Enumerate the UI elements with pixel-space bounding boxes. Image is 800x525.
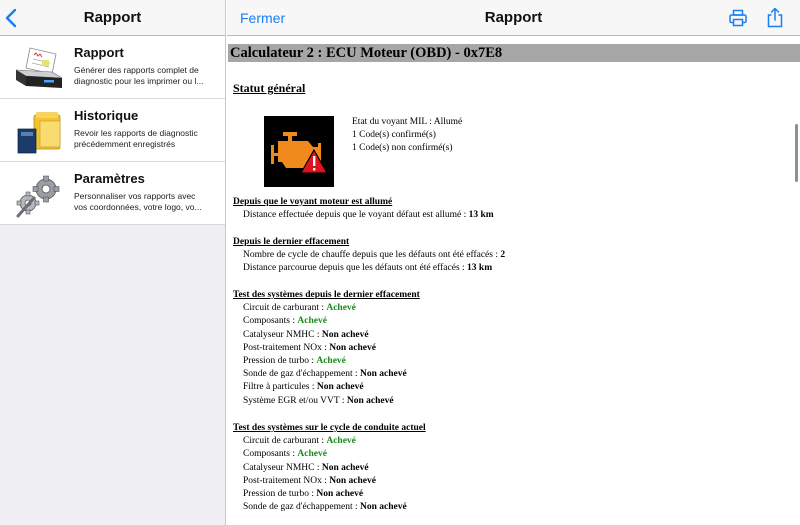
report-row: [233, 368, 420, 381]
section-heading: Depuis le dernier effacement: [233, 237, 350, 247]
row-value: 13 km: [467, 263, 493, 274]
report-row: [233, 209, 494, 222]
section-heading: Test des systèmes sur le cycle de conduite actuel: [233, 423, 426, 433]
confirmed-codes-line: 1 Code(s) confirmé(s): [352, 130, 436, 140]
row-value: 2: [500, 250, 506, 261]
sidebar-item-parametres[interactable]: [0, 162, 225, 225]
page-title: Rapport: [484, 9, 543, 26]
report-row: [233, 329, 420, 342]
row-value: Non achevé: [321, 462, 369, 473]
row-value: Achevé: [316, 356, 346, 367]
main-nav-bar: [227, 0, 800, 36]
status-title: Statut général: [233, 81, 306, 95]
sidebar-item-label: Rapport: [74, 45, 124, 60]
gears-icon: [12, 172, 68, 218]
sidebar-list: [0, 36, 225, 225]
unconfirmed-codes-line: 1 Code(s) non confirmé(s): [352, 143, 453, 153]
row-label: Composants :: [243, 316, 298, 327]
sidebar-item-description: Personnaliser vos rapports avec vos coordonnées, votre logo, vo...: [74, 191, 202, 212]
report-row: [233, 501, 426, 514]
row-label: Nombre de cycle de chauffe depuis que les défauts ont été effacés :: [243, 250, 501, 261]
report-document[interactable]: [227, 36, 800, 525]
row-value: Non achevé: [360, 502, 407, 513]
sidebar-item-label: Paramètres: [74, 171, 145, 186]
row-label: Composants :: [243, 449, 298, 460]
row-label: Circuit de carburant :: [243, 436, 327, 447]
row-value: Achevé: [297, 316, 327, 327]
row-label: Pression de turbo :: [243, 489, 317, 500]
report-printer-icon: [12, 46, 68, 92]
report-row: [233, 462, 426, 475]
row-value: Non achevé: [316, 382, 364, 393]
share-icon[interactable]: [767, 7, 783, 28]
report-row: [233, 395, 420, 408]
row-label: Circuit de carburant :: [243, 303, 327, 314]
row-value: Achevé: [326, 303, 356, 314]
row-label: Filtre à particules :: [243, 382, 317, 393]
report-row: [233, 249, 505, 262]
sidebar-item-historique[interactable]: [0, 99, 225, 162]
report-row: [233, 342, 420, 355]
row-label: Post-traitement NOx :: [243, 342, 330, 353]
report-row: [233, 475, 426, 488]
row-label: Distance parcourue depuis que les défauts ont été effacés :: [243, 263, 468, 274]
sidebar-item-label: Historique: [74, 108, 139, 123]
row-label: Sonde de gaz d'échappement :: [243, 502, 360, 513]
section-since-erase: [233, 236, 505, 276]
printer-icon[interactable]: [729, 9, 747, 27]
row-label: Distance effectuée depuis que le voyant défaut est allumé :: [243, 210, 469, 221]
row-value: Non achevé: [346, 395, 394, 406]
row-value: Non achevé: [360, 369, 407, 380]
report-row: [233, 381, 420, 394]
row-label: Post-traitement NOx :: [243, 475, 330, 486]
report-row: [233, 315, 420, 328]
report-row: [233, 448, 426, 461]
row-value: Non achevé: [316, 489, 364, 500]
section-heading: Test des systèmes depuis le dernier effacement: [233, 290, 420, 300]
row-value: Non achevé: [329, 342, 376, 353]
report-row: [233, 435, 426, 448]
section-tests-since-erase: [233, 289, 420, 408]
sidebar-item-description: Revoir les rapports de diagnostic précédemment enregistrés: [74, 128, 198, 149]
sidebar-item-rapport[interactable]: [0, 36, 225, 99]
row-value: Achevé: [326, 436, 356, 447]
row-label: Catalyseur NMHC :: [243, 329, 322, 340]
mil-state-line: Etat du voyant MIL : Allumé: [352, 117, 463, 127]
section-mil-on: [233, 196, 494, 222]
section-heading: Depuis que le voyant moteur est allumé: [233, 197, 393, 207]
report-row: [233, 262, 505, 275]
row-label: Pression de turbo :: [243, 356, 317, 367]
ecu-header: Calculateur 2 : ECU Moteur (OBD) - 0x7E8: [228, 44, 800, 62]
row-label: Sonde de gaz d'échappement :: [243, 369, 360, 380]
row-value: Non achevé: [321, 329, 369, 340]
engine-warning-icon: [264, 116, 334, 187]
row-value: 13 km: [468, 210, 494, 221]
close-button[interactable]: Fermer: [240, 10, 286, 26]
sidebar: [0, 0, 226, 525]
sidebar-title: Rapport: [83, 9, 142, 26]
sidebar-nav-bar: [0, 0, 225, 36]
folder-icon: [12, 109, 68, 155]
mil-status: [352, 116, 462, 155]
report-row: [233, 302, 420, 315]
report-row: [233, 355, 420, 368]
row-value: Achevé: [297, 449, 327, 460]
row-label: Système EGR et/ou VVT :: [243, 395, 347, 406]
sidebar-item-description: Générer des rapports complet de diagnostic pour les imprimer ou l...: [74, 65, 204, 86]
report-row: [233, 488, 426, 501]
row-value: Non achevé: [329, 475, 376, 486]
report-panel: [227, 0, 800, 525]
row-label: Catalyseur NMHC :: [243, 462, 322, 473]
scrollbar[interactable]: [795, 124, 798, 182]
section-tests-current-cycle: [233, 422, 426, 514]
